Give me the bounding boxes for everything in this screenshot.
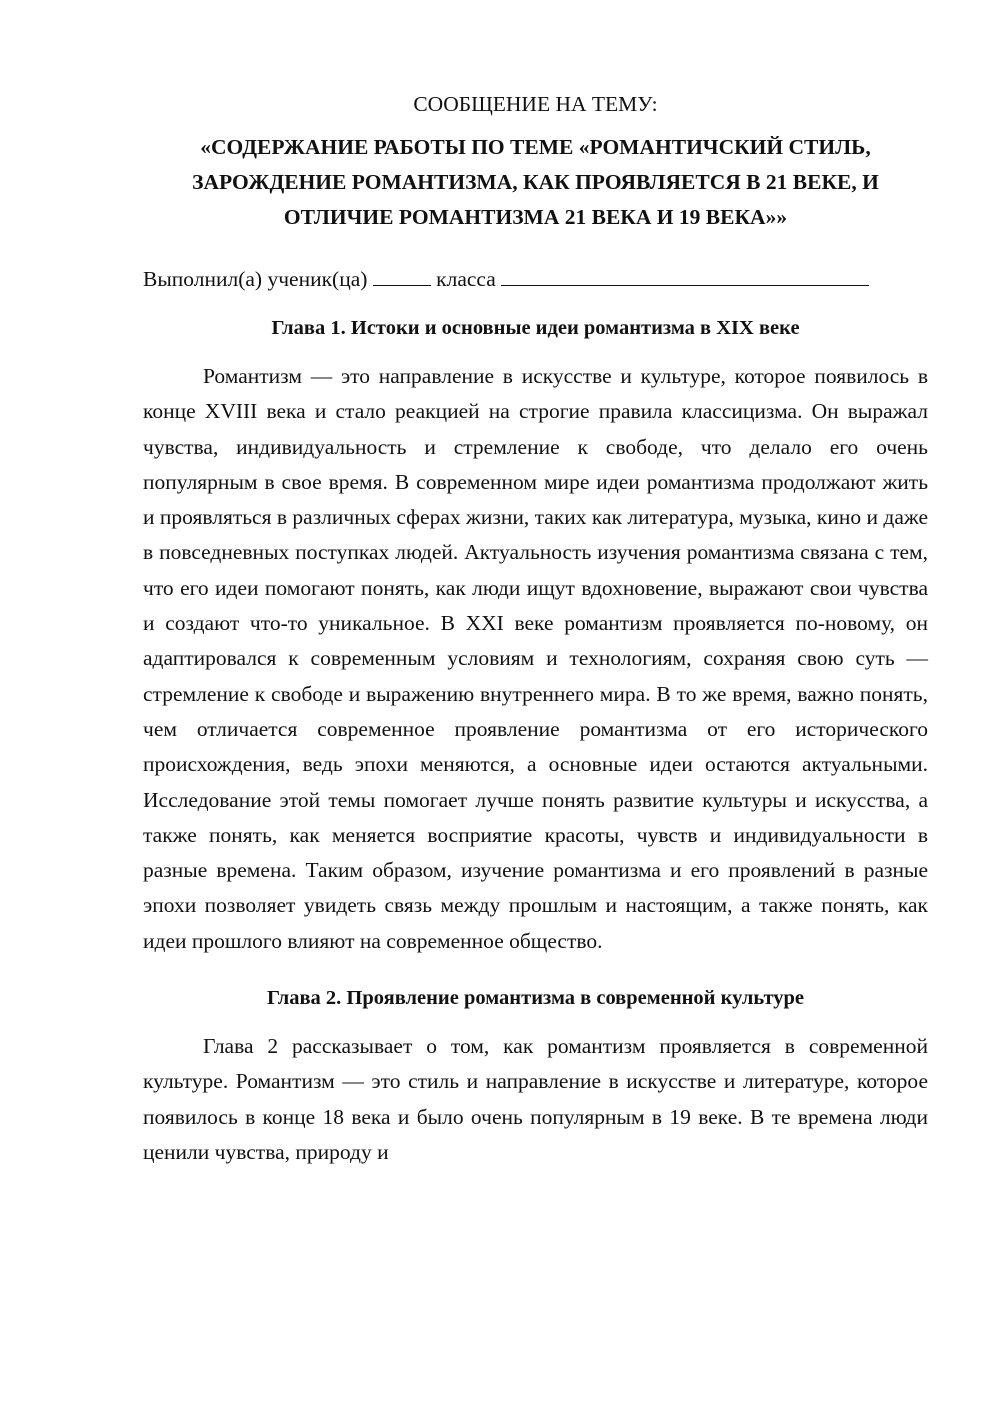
class-blank-field: [373, 265, 431, 286]
document-title: [143, 130, 928, 235]
document-title-line-1: «СОДЕРЖАНИЕ РАБОТЫ ПО ТЕМЕ «РОМАНТИЧСКИЙ СТИЛЬ,: [200, 135, 871, 159]
document-label: СООБЩЕНИЕ НА ТЕМУ:: [413, 92, 658, 116]
document-page: [143, 88, 928, 1170]
signature-prefix: Выполнил(а) ученик(ца): [143, 267, 368, 291]
chapter-1-paragraph: Романтизм — это направление в искусстве и культуре, которое появилось в конце XVIII века и стало реакцией на строгие правила классицизма. Он выражал чувства, индивидуальность и стремление к свободе, что делало его очень популярным в свое время. В современном мире идеи романтизма продолжают жить и проявляться в различных сферах жизни, таких как литература, музыка, кино и даже в повседневных поступках людей. Актуальность изучения романтизма связана с тем, что его идеи помогают понять, как люди ищут вдохновение, выражают свои чувства и создают что-то уникальное. В XXI веке романтизм проявляется по-новому, он адаптировался к современным условиям и технологиям, сохраняя свою суть — стремление к свободе и выражению внутреннего мира. В то же время, важно понять, чем отличается современное проявление романтизма от его исторического происхождения, ведь эпохи меняются, а основные идеи остаются актуальными. Исследование этой темы помогает лучше понять развитие культуры и искусства, а также понять, как меняется восприятие красоты, чувств и индивидуальности в разные времена. Таким образом, изучение романтизма и его проявлений в разные эпохи позволяет увидеть связь между прошлым и настоящим, а также понять, как идеи прошлого влияют на современное общество.: [143, 364, 928, 953]
chapter-2-heading: Глава 2. Проявление романтизма в современной культуре: [267, 987, 804, 1010]
document-title-line-3: ОТЛИЧИЕ РОМАНТИЗМА 21 ВЕКА И 19 ВЕКА»»: [283, 205, 788, 229]
signature-line: [143, 263, 928, 295]
signature-class-label: класса: [436, 267, 496, 291]
chapter-1-heading: Глава 1. Истоки и основные идеи романтизма в XIX веке: [271, 317, 800, 339]
chapter-2-paragraph: Глава 2 рассказывает о том, как романтизм проявляется в современной культуре. Романтизм — это стиль и направление в искусстве и литературе, которое появилось в конце 18 века и было очень популярным в 19 веке. В те времена люди ценили чувства, природу и: [143, 1034, 928, 1164]
name-blank-field: [501, 265, 869, 286]
document-title-line-2: ЗАРОЖДЕНИЕ РОМАНТИЗМА, КАК ПРОЯВЛЯЕТСЯ В 21 ВЕКЕ, И: [192, 170, 879, 194]
